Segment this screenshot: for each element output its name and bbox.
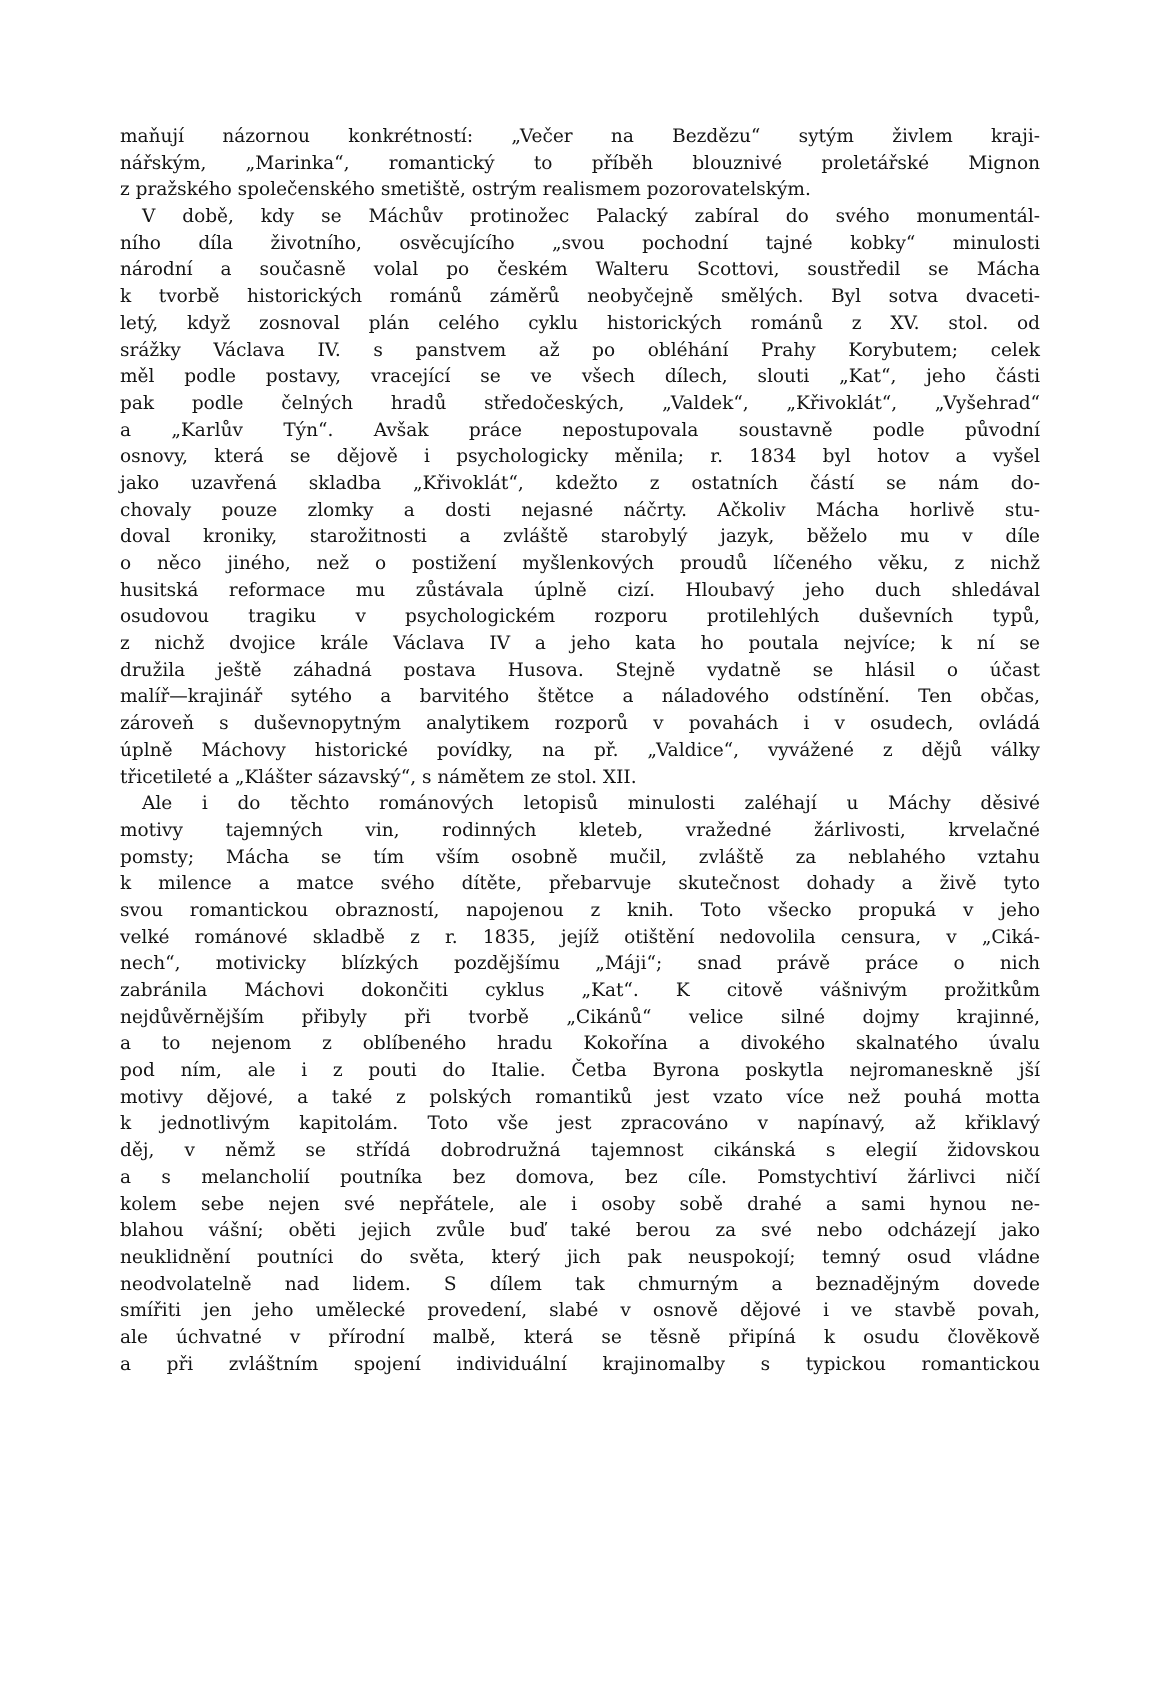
text-line: nejdůvěrnějším přibyly při tvorbě „Cikánů“ velice silné dojmy krajinné, bbox=[120, 1006, 1040, 1028]
text-line: zabránila Máchovi dokončiti cyklus „Kat“. K citově vášnivým prožitkům bbox=[120, 980, 1040, 1001]
text-line: družila ještě záhadná postava Husova. Stejně vydatně se hlásil o účast bbox=[120, 659, 1040, 681]
text-line: třicetileté a „Klášter sázavský“, s námětem ze stol. XII. bbox=[120, 766, 637, 788]
text-line: doval kroniky, starožitnosti a zvláště starobylý jazyk, běželo mu v díle bbox=[120, 526, 1040, 548]
text-line: ale úchvatné v přírodní malbě, která se těsně připíná k osudu člověkově bbox=[120, 1326, 1040, 1348]
text-line: neodvolatelně nad lidem. S dílem tak chmurným a beznadějným dovede bbox=[120, 1273, 1040, 1295]
text-line: pod ním, ale i z pouti do Italie. Četba Byrona poskytla nejromaneskně jší bbox=[120, 1060, 1040, 1082]
text-line: jako uzavřená skladba „Křivoklát“, kdežto z ostatních částí se nám do- bbox=[120, 472, 1040, 494]
text-line: pomsty; Mácha se tím vším osobně mučil, zvláště za neblahého vztahu bbox=[120, 846, 1040, 868]
page-body bbox=[120, 124, 1040, 1378]
text-line: nech“, motivicky blízkých pozdějšímu „Máji“; snad právě práce o nich bbox=[120, 953, 1040, 975]
text-line: z nichž dvojice krále Václava IV a jeho kata ho poutala nejvíce; k ní se bbox=[120, 633, 1040, 655]
text-line: neuklidnění poutníci do světa, který jich pak neuspokojí; temný osud vládne bbox=[120, 1246, 1040, 1268]
text-line: srážky Václava IV. s panstvem až po obléhání Prahy Korybutem; celek bbox=[120, 339, 1040, 361]
text-line: k milence a matce svého dítěte, přebarvuje skutečnost dohady a živě tyto bbox=[120, 873, 1040, 895]
text-line: kolem sebe nejen své nepřátele, ale i osoby sobě drahé a sami hynou ne- bbox=[120, 1193, 1040, 1215]
paragraph bbox=[120, 124, 1040, 204]
text-line: chovaly pouze zlomky a dosti nejasné náčrty. Ačkoliv Mácha horlivě stu- bbox=[120, 499, 1040, 521]
text-line: měl podle postavy, vracející se ve všech dílech, slouti „Kat“, jeho části bbox=[120, 366, 1040, 388]
text-line: blahou vášní; oběti jejich zvůle buď také berou za své nebo odcházejí jako bbox=[120, 1220, 1040, 1242]
text-line: letý, když zosnoval plán celého cyklu historických románů z XV. stol. od bbox=[120, 312, 1040, 334]
text-line: a „Karlův Týn“. Avšak práce nepostupovala soustavně podle původní bbox=[120, 419, 1040, 441]
text-line: maňují názornou konkrétností: „Večer na Bezdězu“ sytým živlem kraji- bbox=[120, 126, 1040, 147]
text-line: svou romantickou obrazností, napojenou z knih. Toto všecko propuká v jeho bbox=[120, 899, 1040, 921]
text-line: a při zvláštním spojení individuální krajinomalby s typickou romantickou bbox=[120, 1353, 1040, 1375]
text-line: ního díla životního, osvěcujícího „svou pochodní tajné kobky“ minulosti bbox=[120, 232, 1040, 254]
text-line: husitská reformace mu zůstávala úplně cizí. Hloubavý jeho duch shledával bbox=[120, 579, 1040, 601]
text-line: Ale i do těchto románových letopisů minulosti zaléhají u Máchy děsivé bbox=[142, 793, 1040, 815]
text-line: smířiti jen jeho umělecké provedení, slabé v osnově dějové i ve stavbě povah, bbox=[120, 1300, 1040, 1322]
text-line: zároveň s duševnopytným analytikem rozporů v povahách i v osudech, ovládá bbox=[120, 713, 1040, 735]
text-line: motivy tajemných vin, rodinných kleteb, vražedné žárlivosti, krvelačné bbox=[120, 819, 1040, 841]
text-line: k jednotlivým kapitolám. Toto vše jest zpracováno v napínavý, až křiklavý bbox=[120, 1113, 1040, 1135]
text-line: úplně Máchovy historické povídky, na př. „Valdice“, vyvážené z dějů války bbox=[120, 739, 1040, 761]
text-line: a to nejenom z oblíbeného hradu Kokořína a divokého skalnatého úvalu bbox=[120, 1033, 1040, 1055]
text-line: osnovy, která se dějově i psychologicky měnila; r. 1834 byl hotov a vyšel bbox=[120, 446, 1040, 468]
text-line: z pražského společenského smetiště, ostrým realismem pozorovatelským. bbox=[120, 179, 811, 201]
text-line: a s melancholií poutníka bez domova, bez cíle. Pomstychtiví žárlivci ničí bbox=[120, 1166, 1040, 1188]
text-line: děj, v němž se střídá dobrodružná tajemnost cikánská s elegií židovskou bbox=[120, 1140, 1040, 1162]
paragraph bbox=[120, 204, 1040, 791]
text-line: motivy dějové, a také z polských romantiků jest vzato více než pouhá motta bbox=[120, 1086, 1040, 1108]
text-line: osudovou tragiku v psychologickém rozporu protilehlých duševních typů, bbox=[120, 606, 1040, 628]
text-line: V době, kdy se Máchův protinožec Palacký zabíral do svého monumentál- bbox=[142, 206, 1040, 228]
text-line: velké románové skladbě z r. 1835, jejíž otištění nedovolila censura, v „Ciká- bbox=[120, 926, 1040, 948]
text-line: k tvorbě historických románů záměrů neobyčejně smělých. Byl sotva dvaceti- bbox=[120, 286, 1040, 308]
text-line: o něco jiného, než o postižení myšlenkových proudů líčeného věku, z nichž bbox=[120, 553, 1040, 574]
text-line: malíř—krajinář sytého a barvitého štětce a náladového odstínění. Ten občas, bbox=[120, 686, 1040, 708]
text-line: národní a současně volal po českém Walteru Scottovi, soustředil se Mácha bbox=[120, 259, 1040, 281]
text-line: pak podle čelných hradů středočeských, „Valdek“, „Křivoklát“, „Vyšehrad“ bbox=[120, 392, 1040, 414]
text-line: nářským, „Marinka“, romantický to příběh blouznivé proletářské Mignon bbox=[120, 152, 1040, 174]
paragraph bbox=[120, 791, 1040, 1378]
